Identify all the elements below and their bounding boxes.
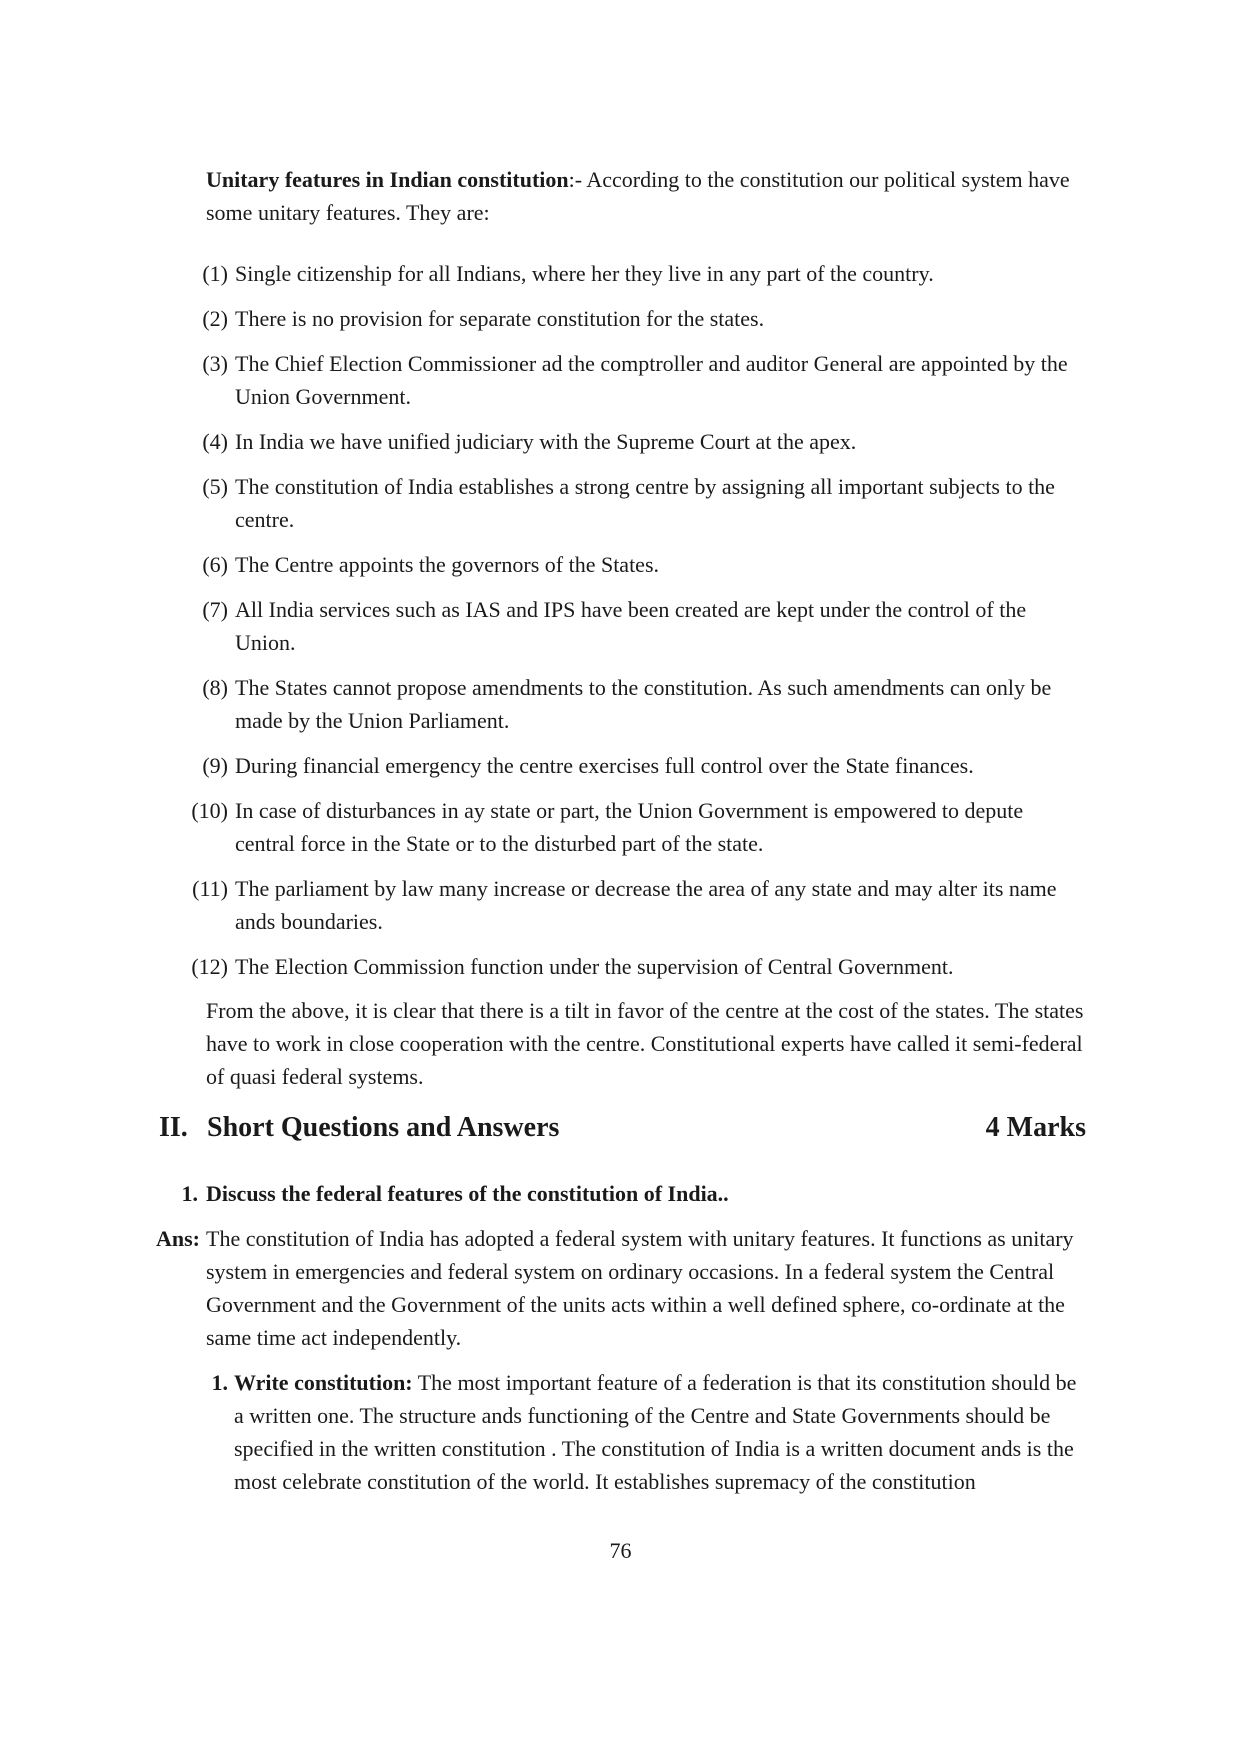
section-number: II. bbox=[159, 1112, 188, 1143]
list-item-text: The Chief Election Commissioner ad the comptroller and auditor General are appointed by the Union Government. bbox=[235, 351, 1068, 409]
list-item-number: (4) bbox=[202, 429, 228, 454]
intro-paragraph bbox=[206, 163, 1086, 229]
answer-label: Ans: bbox=[155, 1226, 200, 1251]
list-item bbox=[150, 302, 1086, 335]
page-number: 76 bbox=[609, 1538, 632, 1563]
list-item-text: All India services such as IAS and IPS have been created are kept under the control of the Union. bbox=[235, 597, 1027, 655]
list-item-number: (5) bbox=[202, 474, 228, 499]
intro-heading: Unitary features in Indian constitution bbox=[206, 167, 569, 192]
list-item-number: (6) bbox=[202, 552, 228, 577]
list-item bbox=[150, 671, 1086, 737]
list-item bbox=[150, 548, 1086, 581]
list-item bbox=[150, 872, 1086, 938]
list-item-number: (2) bbox=[202, 306, 228, 331]
section-marks: 4 Marks bbox=[985, 1112, 1086, 1143]
point-heading: Write constitution: bbox=[234, 1370, 413, 1395]
question-number: 1. bbox=[181, 1181, 198, 1206]
list-item-number: (9) bbox=[202, 753, 228, 778]
section-title: Short Questions and Answers bbox=[207, 1112, 560, 1143]
list-item-text: In case of disturbances in ay state or part, the Union Government is empowered to depute central force in the State or to the disturbed part of the state. bbox=[235, 798, 1024, 856]
conclusion-paragraph: From the above, it is clear that there is a tilt in favor of the centre at the cost of the states. The states have to work in close cooperation with the centre. Constitutional experts have called it semi-federal of quasi federal systems. bbox=[206, 998, 1084, 1089]
list-item-text: During financial emergency the centre exercises full control over the State finances. bbox=[235, 753, 974, 778]
section-heading bbox=[159, 1110, 1086, 1146]
point-number: 1. bbox=[211, 1370, 228, 1395]
point-body: The most important feature of a federation is that its constitution should be a written one. The structure ands functioning of the Centre and State Governments should be specified in the written constitution . The constitution of India is a written document ands is the most celebrate constitution of the world. It establishes supremacy of the constitution bbox=[234, 1370, 1077, 1494]
list-item-text: The parliament by law many increase or decrease the area of any state and may alter its name ands boundaries. bbox=[235, 876, 1057, 934]
list-item-number: (7) bbox=[202, 597, 228, 622]
list-item bbox=[150, 593, 1086, 659]
list-item-number: (8) bbox=[202, 675, 228, 700]
list-item bbox=[150, 257, 1086, 290]
answer bbox=[150, 1222, 1086, 1354]
list-item-text: In India we have unified judiciary with the Supreme Court at the apex. bbox=[235, 429, 857, 454]
list-item bbox=[150, 470, 1086, 536]
list-item-number: (11) bbox=[192, 876, 228, 901]
list-item-text: The Election Commission function under the supervision of Central Government. bbox=[235, 954, 954, 979]
point-text bbox=[234, 1366, 1086, 1498]
intro-text: :- According to the constitution our political system have some unitary features. They are: bbox=[206, 167, 1070, 225]
list-item-text: There is no provision for separate constitution for the states. bbox=[235, 306, 765, 331]
list-item-number: (10) bbox=[191, 798, 228, 823]
question-text: Discuss the federal features of the constitution of India.. bbox=[206, 1181, 729, 1206]
list-item bbox=[150, 425, 1086, 458]
list-item-text: The States cannot propose amendments to the constitution. As such amendments can only be made by the Union Parliament. bbox=[235, 675, 1052, 733]
list-item-number: (3) bbox=[202, 351, 228, 376]
list-item-number: (12) bbox=[191, 954, 228, 979]
answer-point bbox=[206, 1366, 1086, 1498]
unitary-features-list bbox=[150, 257, 1086, 995]
list-item-number: (1) bbox=[202, 261, 228, 286]
question bbox=[150, 1177, 1086, 1210]
list-item-text: The Centre appoints the governors of the States. bbox=[235, 552, 660, 577]
list-item bbox=[150, 794, 1086, 860]
list-item bbox=[150, 347, 1086, 413]
list-item bbox=[150, 749, 1086, 782]
answer-text: The constitution of India has adopted a federal system with unitary features. It functions as unitary system in emergencies and federal system on ordinary occasions. In a federal system the Central Government and the Government of the units acts within a well defined sphere, co-ordinate at the same time act independently. bbox=[206, 1226, 1074, 1350]
list-item bbox=[150, 950, 1086, 983]
list-item-text: Single citizenship for all Indians, where her they live in any part of the country. bbox=[235, 261, 934, 286]
list-item-text: The constitution of India establishes a strong centre by assigning all important subjects to the centre. bbox=[235, 474, 1055, 532]
